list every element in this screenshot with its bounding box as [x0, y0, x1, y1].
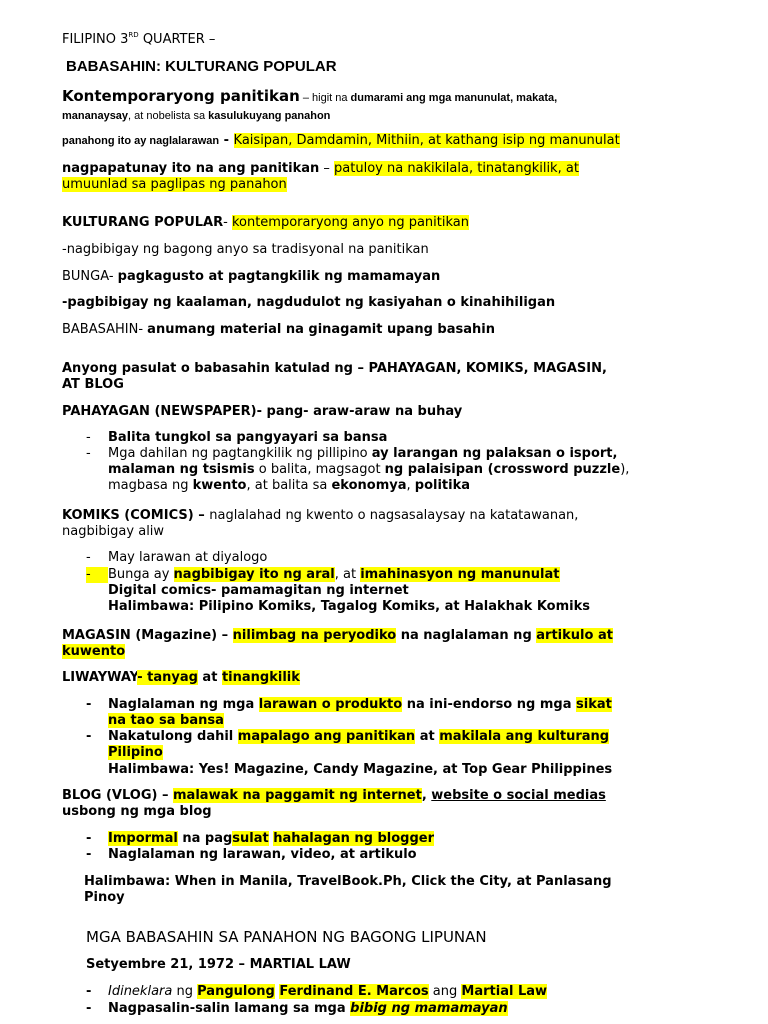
babasahin-line: [62, 322, 495, 338]
kontemporaryo-text: panahong ito ay naglalarawan: [62, 135, 220, 147]
kulturang-popular-note: -nagbibigay ng bagong anyo sa tradisyonal na panitikan: [62, 242, 429, 257]
babasahin-label: BABASAHIN-: [62, 322, 148, 337]
anyong-pasulat-line-1: [62, 361, 607, 377]
kulturang-popular-dash: -: [223, 215, 232, 230]
liwayway-halimbawa: Halimbawa: Yes! Magazine, Candy Magazine, at Top Gear Philippines: [108, 762, 613, 777]
magasin-highlight: artikulo at: [536, 628, 613, 643]
pahayagan-item-2-line-2: [108, 462, 629, 478]
komiks-item-2: [108, 567, 560, 583]
bullet-dash: -: [86, 697, 92, 712]
kulturang-popular-definition: kontemporaryong anyo ng panitikan: [231, 215, 469, 230]
liwayway-item-2-line-1: [108, 729, 609, 745]
komiks-text: , at: [334, 567, 361, 582]
kontemporaryo-text: , at nobelista sa: [128, 110, 209, 122]
liwayway-item-1-line-1: [108, 697, 612, 713]
kontemporaryo-highlight: Kaisipan, Damdamin, Mithiin, at kathang isip ng manunulat: [233, 133, 620, 148]
kontemporaryo-highlight: umuunlad sa paglipas ng panahon: [62, 177, 287, 192]
bagong-lipunan-item-2: [108, 1001, 508, 1017]
pahayagan-text: kwento: [192, 478, 247, 493]
bullet-dash-highlighted: -: [86, 567, 108, 583]
kontemporaryo-text: nagpapatunay ito na ang panitikan: [62, 161, 320, 176]
magasin-highlight: kuwento: [62, 644, 126, 659]
pahayagan-text: ekonomya: [331, 478, 407, 493]
pahayagan-text: ),: [620, 462, 630, 477]
magasin-term: MAGASIN (Magazine) –: [62, 628, 233, 643]
kulturang-popular-line: [62, 215, 469, 231]
liwayway-highlight: sikat: [576, 697, 612, 712]
bunga-definition: pagkagusto at pagtangkilik ng mamamayan: [117, 269, 441, 284]
kontemporaryo-line-2: [62, 108, 330, 124]
magasin-line-2: [62, 644, 125, 660]
pahayagan-text: ,: [406, 478, 415, 493]
kontemporaryo-text: mananaysay: [62, 110, 129, 122]
kontemporaryo-highlight: patuloy na nakikilala, tinatangkilik, at: [334, 161, 579, 176]
liwayway-highlight: Pilipino: [108, 745, 163, 760]
pahayagan-text: malaman ng tsismis: [108, 462, 255, 477]
anyong-pasulat-list: – PAHAYAGAN, KOMIKS, MAGASIN,: [352, 361, 607, 376]
kontemporaryo-text: –: [319, 161, 335, 176]
blog-line-2: usbong ng mga blog: [62, 804, 212, 819]
bagong-lipunan-heading: MGA BABASAHIN SA PANAHON NG BAGONG LIPUNAN: [86, 928, 487, 946]
liwayway-text: Naglalaman ng mga: [108, 697, 259, 712]
bagong-lipunan-text: ng: [172, 984, 198, 999]
komiks-heading-line-2: nagbibigay aliw: [62, 524, 165, 539]
blog-highlight: Impormal: [108, 831, 178, 846]
bagong-lipunan-highlight: Pangulong: [197, 984, 275, 999]
kontemporaryo-line-5: [62, 177, 287, 193]
komiks-term: KOMIKS (COMICS) –: [62, 508, 210, 523]
bagong-lipunan-highlight: Ferdinand E. Marcos: [279, 984, 429, 999]
magasin-highlight: nilimbag na peryodiko: [232, 628, 397, 643]
pahayagan-text: ng palaisipan (crossword puzzle: [384, 462, 621, 477]
blog-highlight: malawak na paggamit ng internet: [173, 788, 422, 803]
bagong-lipunan-text: Idineklara: [108, 984, 173, 999]
blog-underlined: website o social medias: [431, 788, 606, 803]
kontemporaryo-term: Kontemporaryong panitikan: [62, 87, 300, 105]
bullet-dash: -: [86, 729, 92, 744]
liwayway-highlight: larawan o produkto: [258, 697, 403, 712]
bunga-label: BUNGA-: [62, 269, 118, 284]
liwayway-line: [62, 670, 300, 686]
liwayway-highlight: na tao sa bansa: [108, 713, 224, 728]
komiks-text: Bunga ay: [108, 567, 174, 582]
kulturang-popular-term: KULTURANG POPULAR: [62, 215, 224, 230]
blog-halimbawa-line-1: Halimbawa: When in Manila, TravelBook.Ph, Click the City, at Panlasang: [84, 874, 612, 889]
liwayway-term: LIWAYWAY: [62, 670, 138, 685]
magasin-line-1: [62, 628, 613, 644]
blog-highlight: sulat: [232, 831, 269, 846]
bagong-lipunan-highlight: Martial Law: [461, 984, 548, 999]
pahayagan-text: o balita, magsagot: [254, 462, 385, 477]
blog-text: ,: [421, 788, 432, 803]
header-superscript: RD: [128, 31, 139, 39]
pahayagan-text: magbasa ng: [108, 478, 193, 493]
pahayagan-heading: PAHAYAGAN (NEWSPAPER)- pang- araw-araw na buhay: [62, 404, 463, 419]
liwayway-item-2-line-2: [108, 745, 163, 761]
pagbibigay-line: -pagbibigay ng kaalaman, nagdudulot ng kasiyahan o kinahihiligan: [62, 295, 556, 310]
liwayway-text: at: [197, 670, 222, 685]
document-header: [62, 32, 215, 48]
blog-item-1: [108, 831, 434, 847]
bagong-lipunan-text: Nagpasalin-salin lamang sa mga: [108, 1001, 351, 1016]
main-title: BABASAHIN: KULTURANG POPULAR: [66, 58, 337, 75]
anyong-pasulat-text: Anyong pasulat o babasahin katulad ng: [62, 361, 353, 376]
komiks-highlight: imahinasyon ng manunulat: [360, 567, 560, 582]
pahayagan-text: , at balita sa: [246, 478, 332, 493]
pahayagan-item-2-line-3: [108, 478, 470, 494]
anyong-pasulat-line-2: AT BLOG: [62, 377, 124, 392]
bullet-dash: -: [86, 550, 91, 565]
blog-highlight: hahalagan ng blogger: [273, 831, 435, 846]
pahayagan-item-2-line-1: [108, 446, 617, 462]
bunga-line: [62, 269, 440, 285]
blog-line-1: [62, 788, 606, 804]
magasin-text: na naglalaman ng: [396, 628, 537, 643]
bullet-dash: -: [86, 984, 92, 999]
pahayagan-text: politika: [414, 478, 471, 493]
liwayway-highlight: makilala ang kulturang: [439, 729, 610, 744]
pahayagan-item-1: Balita tungkol sa pangyayari sa bansa: [108, 430, 388, 445]
liwayway-item-1-line-2: [108, 713, 224, 729]
bullet-dash: -: [86, 847, 92, 862]
kontemporaryo-text: dumarami ang mga manunulat, makata,: [350, 92, 558, 104]
pahayagan-text: Mga dahilan ng pagtangkilik ng pillipino: [108, 446, 372, 461]
martial-law-date: Setyembre 21, 1972 – MARTIAL LAW: [86, 957, 351, 972]
bullet-dash: -: [86, 446, 91, 461]
babasahin-definition: anumang material na ginagamit upang basahin: [147, 322, 495, 337]
pahayagan-text: ay larangan ng palaksan o isport,: [371, 446, 618, 461]
header-quarter: QUARTER –: [138, 32, 216, 47]
liwayway-text: Nakatulong dahil: [108, 729, 238, 744]
liwayway-text: na ini-endorso ng mga: [402, 697, 576, 712]
komiks-digital: Digital comics- pamamagitan ng internet: [108, 583, 409, 598]
liwayway-highlight: mapalago ang panitikan: [237, 729, 416, 744]
bagong-lipunan-highlight: bibig ng mamamayan: [350, 1001, 508, 1016]
komiks-definition: naglalahad ng kwento o nagsasalaysay na katatawanan,: [209, 508, 579, 523]
komiks-highlight: nagbibigay ito ng aral: [173, 567, 335, 582]
komiks-heading-line-1: [62, 508, 578, 524]
blog-halimbawa-line-2: Pinoy: [84, 890, 125, 905]
komiks-item-1: May larawan at diyalogo: [108, 550, 268, 565]
bullet-dash: -: [86, 1001, 92, 1016]
header-subject: FILIPINO 3: [62, 32, 129, 47]
liwayway-text: at: [415, 729, 440, 744]
kontemporaryo-text: kasulukuyang panahon: [208, 110, 331, 122]
bagong-lipunan-text: ang: [428, 984, 462, 999]
bullet-dash: -: [86, 430, 91, 445]
kontemporaryo-line-4: [62, 161, 579, 177]
kontemporaryo-text: -: [219, 133, 234, 148]
liwayway-highlight: - tanyag: [137, 670, 198, 685]
bullet-dash: -: [86, 831, 92, 846]
blog-item-2: Naglalaman ng larawan, video, at artikulo: [108, 847, 417, 862]
kontemporaryo-text: – higit na: [299, 92, 351, 104]
komiks-halimbawa: Halimbawa: Pilipino Komiks, Tagalog Komiks, at Halakhak Komiks: [108, 599, 590, 614]
blog-text: na pag: [177, 831, 233, 846]
blog-term: BLOG (VLOG) –: [62, 788, 174, 803]
kontemporaryo-line-3: [62, 133, 620, 149]
liwayway-highlight: tinangkilik: [221, 670, 300, 685]
bagong-lipunan-item-1: [108, 984, 547, 1000]
kontemporaryo-line-1: [62, 88, 557, 106]
